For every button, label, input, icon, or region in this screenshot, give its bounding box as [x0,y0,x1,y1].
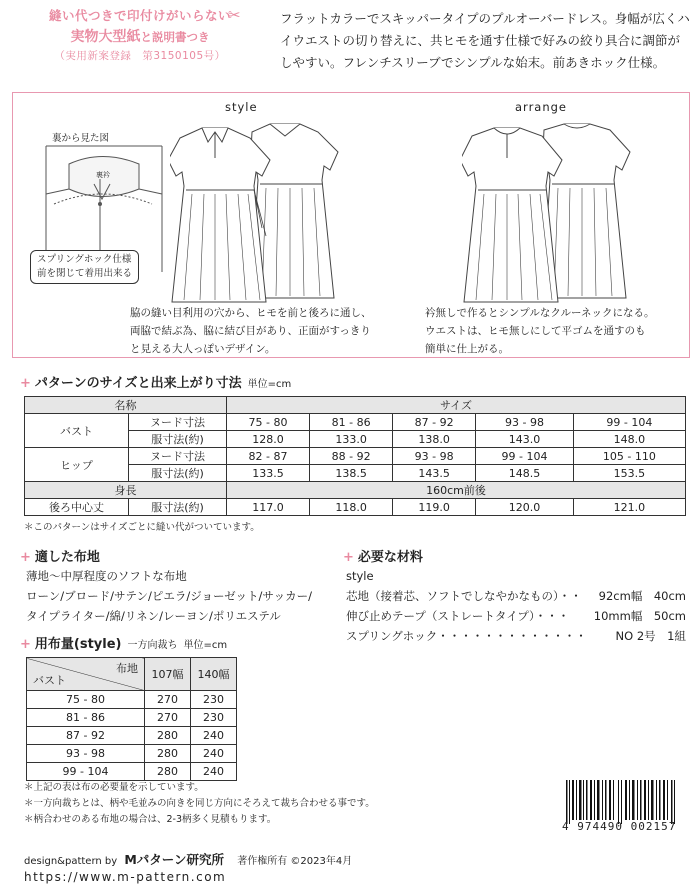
table-cell: 270 [145,691,191,709]
plus-icon: + [20,637,31,652]
column-header: 107幅 [145,658,191,691]
table-row [25,499,686,516]
spring-hook-callout [30,250,139,284]
back-collar-tag: 裏衿 [96,171,110,179]
table-cell: 148.0 [573,431,685,448]
table-cell: 99 - 104 [573,414,685,431]
table-cell: 105 - 110 [573,448,685,465]
materials-list [346,586,686,646]
nude-label: ヌード寸法 [129,414,227,431]
style-dress-illustration [170,118,340,308]
table-cell: 230 [191,691,237,709]
yardage-table [26,657,237,781]
table-cell: 143.0 [476,431,574,448]
plus-icon: + [20,550,31,565]
banner-line2-small: と説明書つき [140,30,210,44]
table-row [27,709,237,727]
table-cell: 88 - 92 [310,448,393,465]
table-cell: 240 [191,745,237,763]
table-cell: 75 - 80 [227,414,310,431]
table-cell: 133.0 [310,431,393,448]
materials-sub: style [346,569,374,583]
style-caption-line: 両脇で結ぶ為、脇に結び目があり、正面がすっきり [130,325,371,337]
back-length-label: 後ろ中心丈 [25,499,129,516]
table-cell: 138.5 [310,465,393,482]
header-size-cell: サイズ [227,397,686,414]
yardage-note: ＊一方向裁ちとは、柄や毛並みの向きを同じ方向にそろえて裁ち合わせる事です。 [24,798,375,809]
size-section-title: パターンのサイズと出来上がり寸法 [34,376,242,391]
table-row [25,397,686,414]
fabric-line: 薄地〜中厚程度のソフトな布地 [26,569,187,583]
table-row [27,745,237,763]
fabric-section-title: 適した布地 [34,550,100,565]
footer-credit [24,850,352,868]
bust-label: バスト [25,414,129,448]
fabric-line: タイプライター/綿/リネン/レーヨン/ポリエステル [26,609,281,623]
table-row [25,482,686,499]
material-spec: 92cm幅 40cm [598,589,686,603]
table-cell: 143.5 [393,465,476,482]
material-spec: 10mm幅 50cm [593,609,686,623]
list-item [346,606,686,626]
back-view-label: 裏から見た図 [52,133,110,144]
scissors-icon: ✂ [228,6,241,24]
style-label: style [225,100,258,114]
material-name: スプリングホック・・・・・・・・・・・・・ [346,629,587,643]
yardage-note: ＊上記の表は布の必要量を示しています。 [24,782,204,793]
yardage-notes [24,780,375,828]
arrange-dress-illustration [462,118,632,308]
yardage-unit: 単位=cm [183,640,228,651]
table-cell: 148.5 [476,465,574,482]
table-cell: 133.5 [227,465,310,482]
callout-line2: 前を閉じて着用出来る [37,268,133,279]
corner-top-label: 布地 [116,662,138,675]
barcode-number: 4 974490 002157 [562,820,677,833]
callout-line1: スプリングホック仕様 [37,254,132,265]
product-description: フラットカラーでスキッパータイプのプルオーバードレス。身幅が広くハイウエストの切り替えに、共ヒモを通す仕様で好みの絞り具合に調節がしやすい。フレンチスリーブでシンプルな始末。前あきホック仕様。 [280,11,690,70]
credit-prefix: design&pattern by [24,856,118,867]
table-cell: 240 [191,727,237,745]
table-cell: 240 [191,763,237,781]
column-header: 140幅 [191,658,237,691]
size-note: ＊このパターンはサイズごとに縫い代がついています。 [24,522,260,533]
finished-label: 服寸法(約) [129,465,227,482]
table-cell: 75 - 80 [27,691,145,709]
banner-line2 [24,26,256,46]
yardage-section-heading [20,633,227,652]
height-value: 160cm前後 [227,482,686,499]
header-banner [24,6,256,88]
yardage-note: ＊柄合わせのある布地の場合は、2-3柄多く見積もります。 [24,814,277,825]
materials-section-title: 必要な材料 [357,550,423,565]
table-cell: 153.5 [573,465,685,482]
style-caption-line: 脇の縫い目利用の穴から、ヒモを前と後ろに通し、 [130,307,372,319]
list-item [346,586,686,606]
table-cell: 99 - 104 [27,763,145,781]
banner-line1: 縫い代つきで印付けがいらない [48,8,231,23]
material-name: 伸び止めテープ（ストレートタイプ）・・・ [346,609,570,623]
table-row [27,691,237,709]
style-caption [130,304,372,358]
table-row [25,448,686,465]
table-cell: 128.0 [227,431,310,448]
yardage-section-title: 用布量(style) [34,637,122,652]
table-cell: 138.0 [393,431,476,448]
banner-line2-big: 実物大型紙 [70,29,141,45]
brand-name: Mパターン研究所 [124,852,225,867]
arrange-caption-line: ウエストは、ヒモ無しにして平ゴムを通すのも [425,325,646,337]
table-cell: 230 [191,709,237,727]
website-link[interactable]: https://www.m-pattern.com [24,870,227,884]
yardage-cut-type: 一方向裁ち [127,640,178,651]
table-cell: 280 [145,763,191,781]
arrange-caption [425,304,654,358]
arrange-caption-line: 衿無しで作るとシンプルなクルーネックになる。 [425,307,655,319]
table-cell: 81 - 86 [310,414,393,431]
table-cell: 270 [145,709,191,727]
table-cell: 280 [145,745,191,763]
size-table [24,396,686,516]
table-cell: 93 - 98 [393,448,476,465]
fabric-list [26,566,312,626]
table-cell: 121.0 [573,499,685,516]
banner-line3: （実用新案登録 第3150105号） [54,50,226,62]
table-cell: 119.0 [393,499,476,516]
table-row [25,414,686,431]
table-cell: 93 - 98 [27,745,145,763]
material-spec: NO 2号 1組 [615,629,686,643]
hip-label: ヒップ [25,448,129,482]
arrange-label: arrange [515,100,568,114]
table-cell: 118.0 [310,499,393,516]
corner-bottom-label: バスト [33,674,66,687]
nude-label: ヌード寸法 [129,448,227,465]
fabric-line: ローン/ブロード/サテン/ピエラ/ジョーゼット/サッカー/ [26,589,313,603]
table-cell: 99 - 104 [476,448,574,465]
table-cell: 93 - 98 [476,414,574,431]
plus-icon: + [20,376,31,391]
corner-cell [27,658,145,691]
height-label: 身長 [25,482,227,499]
table-cell: 87 - 92 [27,727,145,745]
table-cell: 120.0 [476,499,574,516]
style-caption-line: と見える大人っぽいデザイン。 [130,343,276,355]
finished-label: 服寸法(約) [129,431,227,448]
table-row [27,763,237,781]
copyright-text: 著作権所有 ©2023年4月 [237,856,353,867]
size-section-heading [20,372,291,391]
arrange-caption-line: 簡単に仕上がる。 [425,343,509,355]
table-cell: 280 [145,727,191,745]
table-cell: 81 - 86 [27,709,145,727]
size-section-unit: 単位=cm [247,379,292,390]
table-cell: 117.0 [227,499,310,516]
plus-icon: + [343,550,354,565]
table-cell: 87 - 92 [393,414,476,431]
material-name: 芯地（接着芯、ソフトでしなやかなもの）・・ [346,589,582,603]
table-row [27,727,237,745]
table-row [27,658,237,691]
table-cell: 82 - 87 [227,448,310,465]
list-item [346,626,686,646]
header-name-cell: 名称 [25,397,227,414]
finished-label: 服寸法(約) [129,499,227,516]
materials-section-heading [343,546,423,565]
fabric-section-heading [20,546,100,565]
